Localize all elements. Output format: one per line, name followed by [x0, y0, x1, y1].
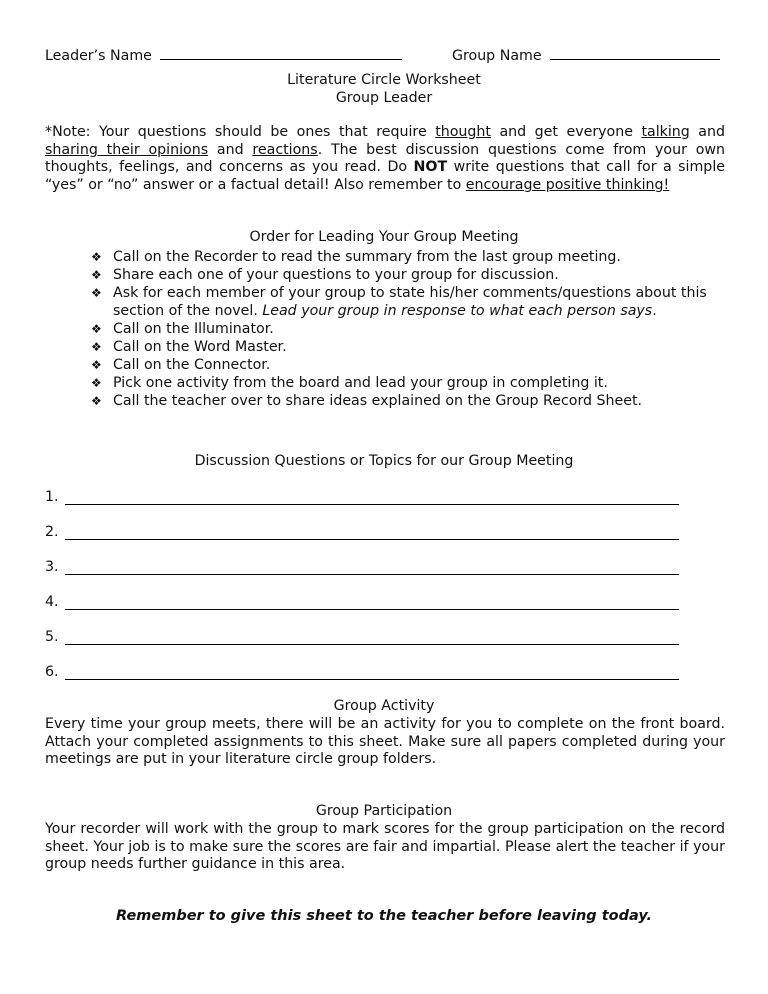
- question-row: [45, 628, 679, 645]
- worksheet-title: [0, 71, 768, 107]
- question-row: [45, 488, 679, 505]
- diamond-bullet-icon: ❖: [91, 286, 102, 300]
- note-underline-sharing: sharing their opinions: [45, 141, 209, 158]
- note-text: and: [208, 141, 253, 158]
- leader-name-field[interactable]: [160, 45, 402, 60]
- question-answer-line[interactable]: [65, 558, 679, 575]
- note-text: write questions that call for a simple “yes” or “no” answer or a factual detail! Also remember to: [45, 159, 725, 194]
- note-underline-thought: thought: [435, 124, 491, 140]
- diamond-bullet-icon: ❖: [91, 376, 102, 390]
- note-text: and get everyone: [490, 124, 642, 140]
- question-row: [45, 593, 679, 610]
- questions-heading: Discussion Questions or Topics for our Group Meeting: [194, 453, 574, 469]
- activity-text: Every time your group meets, there will be an activity for you to complete on the front board. Attach your completed assignments to this sheet. Make sure all papers completed during your meetings are put in your literature circle group folders.: [45, 716, 725, 768]
- diamond-bullet-icon: ❖: [91, 394, 102, 408]
- question-row: [45, 558, 679, 575]
- note-underline-talking: talking: [641, 124, 690, 140]
- note-underline-encourage: encourage positive thinking!: [465, 177, 670, 194]
- list-item: ❖ Ask for each member of your group to state his/her comments/questions about this section of the novel. Lead your group in response to what each person says.: [91, 285, 707, 319]
- question-row: [45, 663, 679, 680]
- question-number: 2.: [45, 524, 59, 540]
- leader-name-label: Leader’s Name: [45, 48, 152, 64]
- order-heading: Order for Leading Your Group Meeting: [249, 229, 519, 245]
- diamond-bullet-icon: ❖: [91, 358, 102, 372]
- leader-name-row: [45, 45, 402, 64]
- list-item: ❖ Share each one of your questions to your group for discussion.: [91, 267, 559, 283]
- order-list: [91, 248, 726, 410]
- question-answer-line[interactable]: [65, 523, 679, 540]
- question-number: 5.: [45, 629, 59, 645]
- note-text: and: [689, 124, 726, 140]
- diamond-bullet-icon: ❖: [91, 268, 102, 282]
- question-row: [45, 523, 679, 540]
- list-item: ❖ Call on the Recorder to read the summary from the last group meeting.: [91, 249, 621, 265]
- title-line-1: Literature Circle Worksheet: [287, 72, 481, 88]
- question-answer-line[interactable]: [65, 593, 679, 610]
- question-number: 1.: [45, 489, 59, 505]
- question-number: 6.: [45, 664, 59, 680]
- footer-reminder: Remember to give this sheet to the teacher before leaving today.: [116, 908, 652, 924]
- list-item: ❖ Call on the Word Master.: [91, 339, 287, 355]
- question-number: 4.: [45, 594, 59, 610]
- list-item: ❖ Call the teacher over to share ideas explained on the Group Record Sheet.: [91, 393, 643, 409]
- group-name-row: [452, 45, 720, 64]
- question-answer-line[interactable]: [65, 663, 679, 680]
- participation-heading: Group Participation: [315, 803, 453, 819]
- diamond-bullet-icon: ❖: [91, 250, 102, 264]
- list-item: ❖ Call on the Connector.: [91, 357, 271, 373]
- diamond-bullet-icon: ❖: [91, 322, 102, 336]
- question-answer-line[interactable]: [65, 488, 679, 505]
- note-text: *Note: Your questions should be ones that require: [45, 124, 436, 140]
- list-item: ❖ Call on the Illuminator.: [91, 321, 274, 337]
- group-name-label: Group Name: [452, 48, 542, 64]
- note-text: . The best discussion questions come from your own thoughts, feelings, and concerns as you read. Do: [45, 141, 725, 176]
- list-item: ❖ Pick one activity from the board and lead your group in completing it.: [91, 375, 608, 391]
- group-name-field[interactable]: [550, 45, 720, 60]
- participation-text: Your recorder will work with the group to mark scores for the group participation on the record sheet. Your job is to make sure the scores are fair and impartial. Please alert the teacher if your group needs further guidance in this area.: [45, 821, 725, 873]
- note-underline-reactions: reactions: [252, 141, 318, 158]
- note-paragraph: [45, 124, 725, 195]
- activity-heading: Group Activity: [333, 698, 435, 714]
- italic-instruction: Lead your group in response to what each person says: [262, 303, 653, 319]
- question-answer-line[interactable]: [65, 628, 679, 645]
- note-bold-not: NOT: [413, 159, 448, 176]
- diamond-bullet-icon: ❖: [91, 340, 102, 354]
- title-line-2: Group Leader: [335, 90, 433, 106]
- question-number: 3.: [45, 559, 59, 575]
